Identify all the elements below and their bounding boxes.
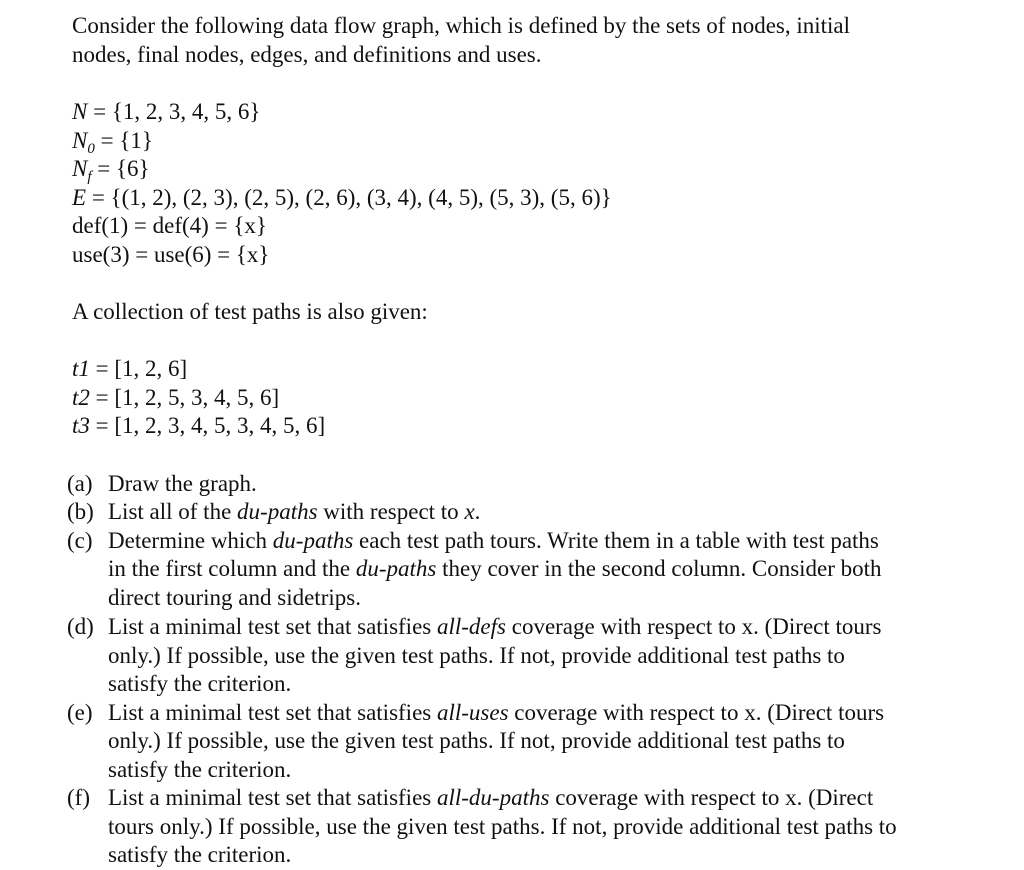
question-c-l2-post: they cover in the second column. Consider both [436,556,882,581]
question-d-line-1 [108,613,882,642]
intro-line-1: Consider the following data flow graph, which is defined by the sets of nodes, initial [72,13,851,38]
set-Nf-symbol: N [72,156,88,181]
set-Nf-subscript: f [87,169,92,185]
question-d-l1-em: all-defs [436,614,506,639]
question-e-line-1 [108,699,884,728]
question-d-line-3: satisfy the criterion. [108,671,292,696]
question-f-line-2: tours only.) If possible, use the given test paths. If not, provide additional test paths to [108,814,897,839]
question-f-label: (f) [67,785,90,810]
question-c-l1-em: du-paths [272,528,354,553]
set-Nf-value: = {6} [91,156,150,181]
question-c-l1-post: each test path tours. Write them in a table with test paths [353,528,879,553]
test-path-t3 [72,412,325,440]
paths-intro: A collection of test paths is also given: [72,299,428,324]
question-f-l1-em: all-du-paths [436,785,550,810]
question-e-label: (e) [67,700,93,725]
question-e-l1-post: coverage with respect to x. (Direct tours [508,700,885,725]
set-N-value: = {1, 2, 3, 4, 5, 6} [87,99,261,124]
question-c-l2-pre: in the first column and the [108,556,356,581]
question-f-l1-pre: List a minimal test set that satisfies [108,785,437,810]
question-c-line-2 [108,555,882,584]
question-c-l2-em: du-paths [355,556,437,581]
question-e-l1-em: all-uses [436,700,509,725]
question-a-label: (a) [67,471,93,496]
question-f-line-3: satisfy the criterion. [108,842,292,867]
intro-line-2: nodes, final nodes, edges, and definitions and uses. [72,42,542,67]
set-E-value: = {(1, 2), (2, 3), (2, 5), (2, 6), (3, 4), (4, 5), (5, 3), (5, 6)} [86,185,612,210]
test-path-value: = [1, 2, 3, 4, 5, 3, 4, 5, 6] [89,413,326,438]
question-f-line-1 [108,784,873,813]
test-path-name: t1 [72,356,90,381]
test-path-name: t2 [72,385,90,410]
question-d-label: (d) [67,614,94,639]
question-d-l1-pre: List a minimal test set that satisfies [108,614,437,639]
question-b-mid: with respect to [317,499,465,524]
question-b-label: (b) [67,499,94,524]
set-N [72,98,260,126]
question-b-em: du-paths [237,499,318,524]
set-E-symbol: E [72,185,87,210]
question-c-l1-pre: Determine which [108,528,273,553]
set-Nf [72,155,150,186]
set-N0-symbol: N [72,128,88,153]
set-N0-value: = {1} [94,128,153,153]
question-b-pre: List all of the [108,499,238,524]
set-N-symbol: N [72,99,88,124]
question-e-l1-pre: List a minimal test set that satisfies [108,700,437,725]
question-c-line-3: direct touring and sidetrips. [108,585,361,610]
test-path-value: = [1, 2, 6] [89,356,188,381]
question-e-line-3: satisfy the criterion. [108,757,292,782]
question-d-line-2: only.) If possible, use the given test paths. If not, provide additional test paths to [108,643,845,668]
set-E [72,184,612,212]
question-e-line-2: only.) If possible, use the given test paths. If not, provide additional test paths to [108,728,845,753]
question-c-label: (c) [67,528,93,553]
test-path-value: = [1, 2, 5, 3, 4, 5, 6] [89,385,280,410]
question-c-line-1 [108,527,879,556]
test-path-t2 [72,384,279,412]
question-f-l1-post: coverage with respect to x. (Direct [549,785,874,810]
test-path-name: t3 [72,413,90,438]
test-path-t1 [72,355,187,383]
question-a-text: Draw the graph. [108,471,257,496]
use-set: use(3) = use(6) = {x} [72,242,270,267]
question-b-text [108,498,480,527]
def-set: def(1) = def(4) = {x} [72,213,267,238]
question-b-post: . [474,499,481,524]
set-N0-subscript: 0 [87,141,95,157]
question-b-var: x [464,499,475,524]
question-d-l1-post: coverage with respect to x. (Direct tours [505,614,882,639]
set-N0 [72,127,153,158]
